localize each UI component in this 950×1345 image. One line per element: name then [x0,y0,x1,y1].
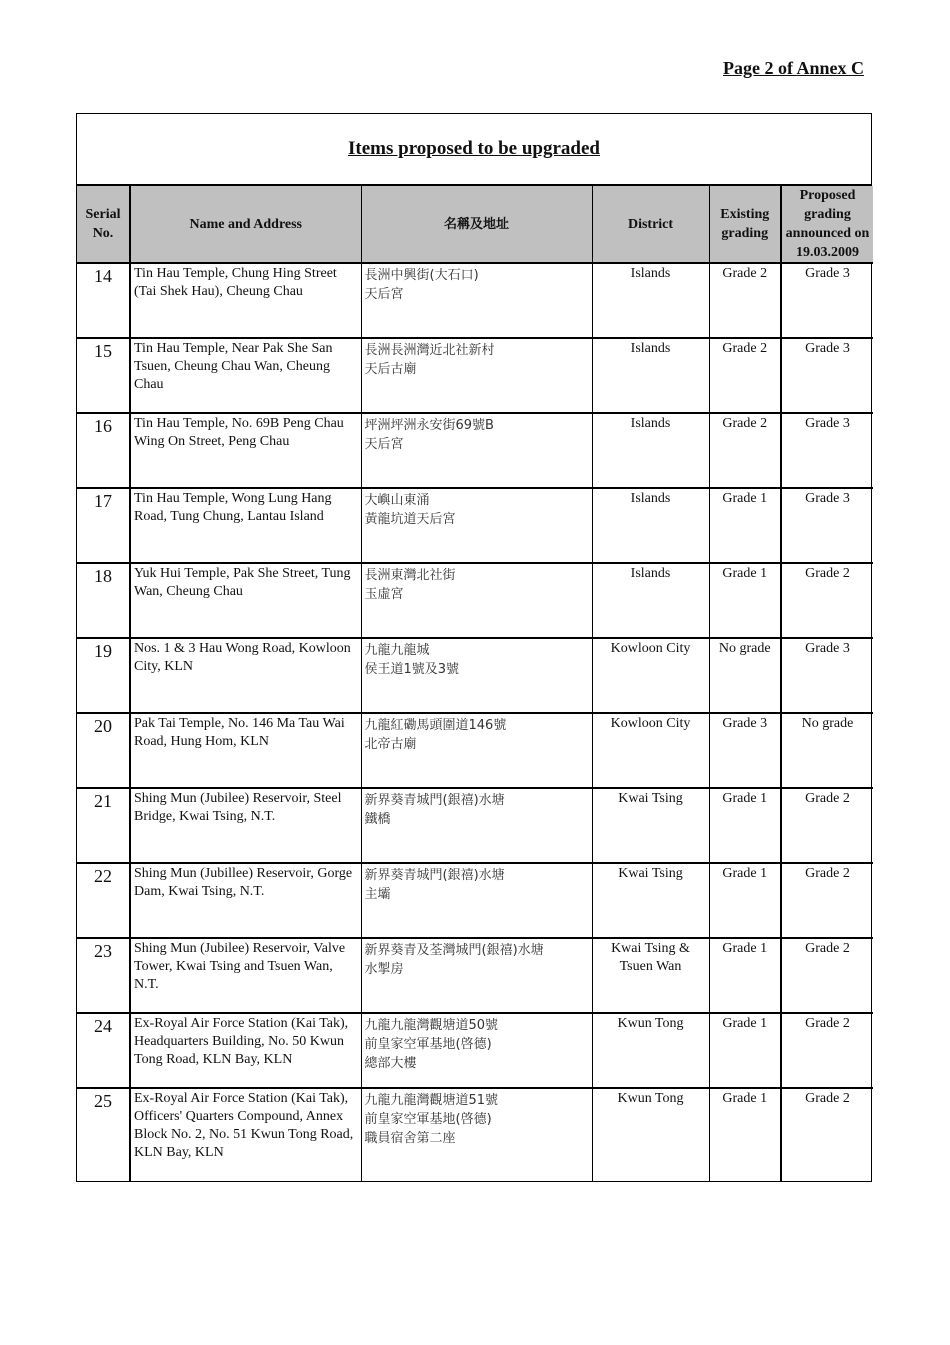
serial-cell: 24 [77,1013,130,1088]
table-row [77,863,873,938]
district-cell: Islands [592,488,709,563]
chinese-name-address-cell [361,938,592,1013]
existing-grading-cell: No grade [709,638,781,713]
district-cell: Kwai Tsing [592,863,709,938]
serial-cell: 19 [77,638,130,713]
proposed-grading-cell: Grade 2 [781,1013,873,1088]
existing-grading-cell: Grade 1 [709,488,781,563]
header-serial: Serial No. [77,186,130,263]
chinese-line: 九龍九龍灣觀塘道51號 [364,1093,499,1108]
name-address-cell: Shing Mun (Jubillee) Reservoir, Gorge Dam, Kwai Tsing, N.T. [130,863,361,938]
chinese-line: 長洲中興街(大石口) [364,268,479,283]
district-cell: Islands [592,413,709,488]
chinese-line: 前皇家空軍基地(啓德) [364,1037,492,1052]
chinese-name-address-cell [361,1088,592,1181]
existing-grading-cell: Grade 1 [709,1088,781,1181]
proposed-grading-cell: Grade 2 [781,788,873,863]
district-cell: Islands [592,563,709,638]
name-address-cell: Ex-Royal Air Force Station (Kai Tak), Headquarters Building, No. 50 Kwun Tong Road, KLN Bay, KLN [130,1013,361,1088]
district-cell: Kowloon City [592,713,709,788]
name-address-cell: Tin Hau Temple, Chung Hing Street (Tai Shek Hau), Cheung Chau [130,263,361,338]
name-address-cell: Shing Mun (Jubilee) Reservoir, Steel Bridge, Kwai Tsing, N.T. [130,788,361,863]
chinese-name-address-cell [361,713,592,788]
chinese-line: 總部大樓 [364,1056,417,1071]
grading-table [77,186,873,1181]
proposed-grading-cell: No grade [781,713,873,788]
chinese-line: 長洲東灣北社街 [364,568,456,583]
chinese-line: 九龍九龍灣觀塘道50號 [364,1018,499,1033]
district-cell: Kwun Tong [592,1088,709,1181]
table-row [77,638,873,713]
proposed-grading-cell: Grade 2 [781,863,873,938]
chinese-line: 侯王道1號及3號 [364,662,460,677]
serial-cell: 21 [77,788,130,863]
chinese-line: 大嶼山東涌 [364,493,430,508]
chinese-line: 天后古廟 [364,362,417,377]
existing-grading-cell: Grade 1 [709,788,781,863]
proposed-grading-cell: Grade 3 [781,488,873,563]
chinese-line: 玉虛宮 [364,587,404,602]
chinese-line: 主壩 [364,887,391,902]
chinese-line: 長洲長洲灣近北社新村 [364,343,495,358]
chinese-line: 新界葵青城門(銀禧)水塘 [364,868,505,883]
serial-cell: 14 [77,263,130,338]
header-row [77,186,873,263]
district-cell: Kwai Tsing [592,788,709,863]
chinese-name-address-cell [361,638,592,713]
district-cell: Kwai Tsing & Tsuen Wan [592,938,709,1013]
table-row [77,1088,873,1181]
district-cell: Islands [592,263,709,338]
district-cell: Kowloon City [592,638,709,713]
name-address-cell: Ex-Royal Air Force Station (Kai Tak), Officers' Quarters Compound, Annex Block No. 2, No. 51 Kwun Tong Road, KLN Bay, KLN [130,1088,361,1181]
header-chinese-name-address: 名稱及地址 [361,186,592,263]
name-address-cell: Nos. 1 & 3 Hau Wong Road, Kowloon City, KLN [130,638,361,713]
chinese-name-address-cell [361,413,592,488]
serial-cell: 25 [77,1088,130,1181]
table-row [77,413,873,488]
table-row [77,563,873,638]
chinese-name-address-cell [361,263,592,338]
header-existing-grading: Existing grading [709,186,781,263]
proposed-grading-cell: Grade 2 [781,938,873,1013]
serial-cell: 22 [77,863,130,938]
table-title-row [77,114,871,186]
name-address-cell: Shing Mun (Jubilee) Reservoir, Valve Tower, Kwai Tsing and Tsuen Wan, N.T. [130,938,361,1013]
chinese-name-address-cell [361,1013,592,1088]
name-address-cell: Tin Hau Temple, Wong Lung Hang Road, Tung Chung, Lantau Island [130,488,361,563]
chinese-line: 北帝古廟 [364,737,417,752]
chinese-name-address-cell [361,488,592,563]
table-row [77,263,873,338]
proposed-grading-cell: Grade 3 [781,413,873,488]
header-district: District [592,186,709,263]
existing-grading-cell: Grade 1 [709,938,781,1013]
chinese-line: 新界葵青城門(銀禧)水塘 [364,793,505,808]
proposed-grading-cell: Grade 3 [781,263,873,338]
name-address-cell: Tin Hau Temple, No. 69B Peng Chau Wing On Street, Peng Chau [130,413,361,488]
proposed-grading-cell: Grade 3 [781,638,873,713]
table-body [77,263,873,1181]
serial-cell: 17 [77,488,130,563]
table-row [77,1013,873,1088]
chinese-line: 前皇家空軍基地(啓德) [364,1112,492,1127]
chinese-line: 職員宿舍第二座 [364,1131,456,1146]
chinese-line: 天后宮 [364,287,404,302]
chinese-line: 新界葵青及荃灣城門(銀禧)水塘 [364,943,544,958]
table-row [77,488,873,563]
name-address-cell: Yuk Hui Temple, Pak She Street, Tung Wan, Cheung Chau [130,563,361,638]
chinese-line: 水掣房 [364,962,404,977]
serial-cell: 15 [77,338,130,413]
chinese-line: 天后宮 [364,437,404,452]
existing-grading-cell: Grade 3 [709,713,781,788]
header-name-address: Name and Address [130,186,361,263]
chinese-line: 坪洲坪洲永安街69號B [364,418,494,433]
table-row [77,338,873,413]
table-row [77,938,873,1013]
chinese-name-address-cell [361,563,592,638]
proposed-grading-cell: Grade 2 [805,1091,850,1106]
serial-cell: 18 [77,563,130,638]
proposed-grading-cell: Grade 3 [781,338,873,413]
existing-grading-cell: Grade 2 [709,263,781,338]
name-address-cell: Pak Tai Temple, No. 146 Ma Tau Wai Road, Hung Hom, KLN [130,713,361,788]
existing-grading-cell: Grade 1 [709,1013,781,1088]
name-address-cell: Tin Hau Temple, Near Pak She San Tsuen, Cheung Chau Wan, Cheung Chau [130,338,361,413]
chinese-line: 九龍紅磡馬頭圍道146號 [364,718,507,733]
chinese-name-address-cell [361,338,592,413]
district-cell: Islands [592,338,709,413]
chinese-line: 鐵橋 [364,812,391,827]
serial-cell: 20 [77,713,130,788]
existing-grading-cell: Grade 2 [709,413,781,488]
page-label: Page 2 of Annex C [723,58,864,78]
table-row [77,713,873,788]
chinese-line: 黃龍坑道天后宮 [364,512,456,527]
chinese-name-address-cell [361,788,592,863]
existing-grading-cell: Grade 2 [709,338,781,413]
existing-grading-cell: Grade 1 [709,863,781,938]
district-cell: Kwun Tong [592,1013,709,1088]
header-proposed-grading: Proposed grading announced on 19.03.2009 [781,186,873,263]
table-title: Items proposed to be upgraded [348,138,600,159]
table-row [77,788,873,863]
serial-cell: 16 [77,413,130,488]
existing-grading-cell: Grade 1 [709,563,781,638]
chinese-line: 九龍九龍城 [364,643,430,658]
proposed-grading-cell: Grade 2 [781,563,873,638]
grading-table-container [76,113,872,1182]
chinese-name-address-cell [361,863,592,938]
serial-cell: 23 [77,938,130,1013]
